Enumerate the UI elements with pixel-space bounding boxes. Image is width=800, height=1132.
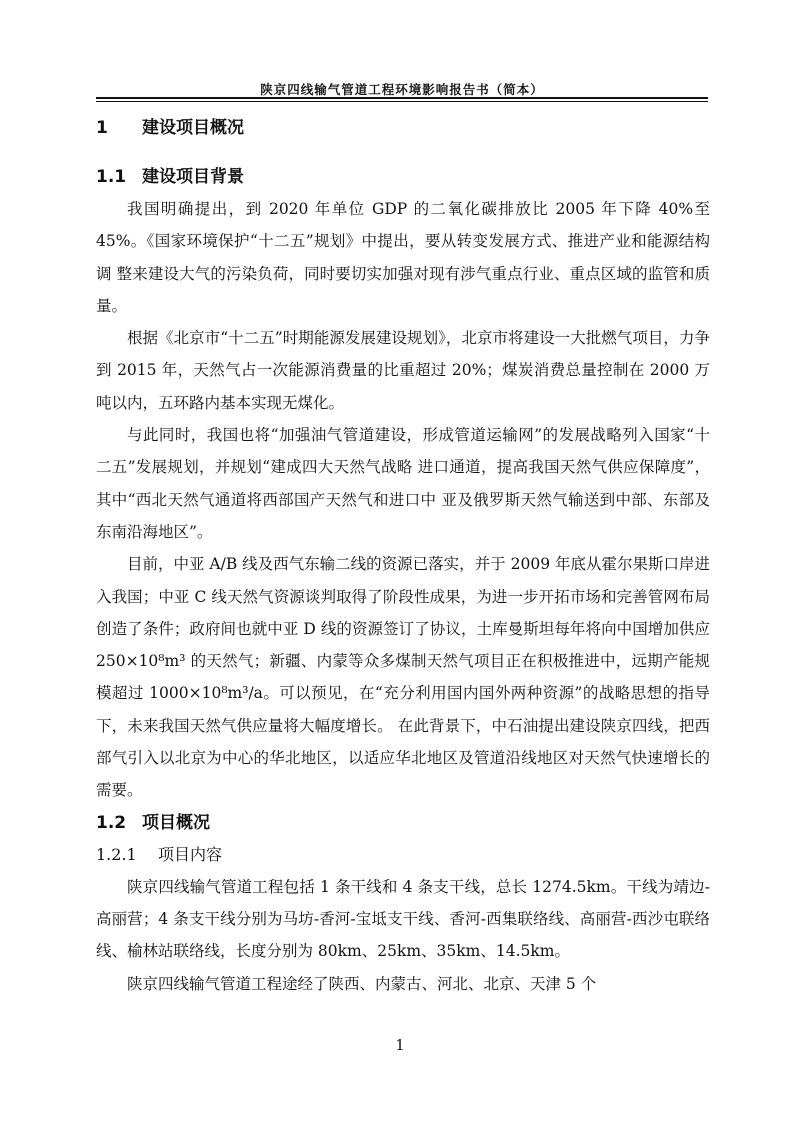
section-heading-1 xyxy=(96,114,710,142)
paragraph: 我国明确提出，到 2020 年单位 GDP 的二氧化碳排放比 2005 年下降 40%至 45%。《国家环境保护“十二五”规划》中提出，要从转变发展方式、推进产业和能源结构调 整来建设大气的污染负荷，同时要切实加强对现有涉气重点行业、重点区域的监管和质量。 xyxy=(96,200,710,315)
header-rule xyxy=(96,97,708,99)
page-number: 1 xyxy=(395,1036,405,1054)
section-number: 1.2.1 xyxy=(96,844,137,864)
paragraph: 陕京四线输气管道工程包括 1 条干线和 4 条支干线，总长 1274.5km。干线为靖边-高丽营；4 条支干线分别为马坊-香河-宝坻支干线、香河-西集联络线、高丽营-西沙屯联络线、榆林站联络线，长度分别为 80km、25km、35km、14.5km。 xyxy=(96,877,710,961)
header-rule-thin xyxy=(96,101,708,102)
paragraph: 陕京四线输气管道工程途经了陕西、内蒙古、河北、北京、天津 5 个 xyxy=(127,974,597,993)
section-title: 建设项目背景 xyxy=(142,167,244,187)
running-header: 陕京四线输气管道工程环境影响报告书（简本） xyxy=(260,82,544,97)
page-body xyxy=(96,114,710,1000)
section-heading-1-1 xyxy=(96,161,710,193)
section-heading-1-2-1 xyxy=(96,839,710,871)
paragraph: 根据《北京市“十二五”时期能源发展建设规划》，北京市将建设一大批燃气项目，力争到 2015 年，天然气占一次能源消费量的比重超过 20%；煤炭消费总量控制在 2000 万吨以内，五环路内基本实现无煤化。 xyxy=(96,329,710,412)
section-title: 项目概况 xyxy=(142,812,210,833)
section-number: 1.1 xyxy=(96,167,127,187)
paragraph: 与此同时，我国也将“加强油气管道建设，形成管道运输网”的发展战略列入国家“十 二五”发展规划，并规划“建成四大天然气战略 进口通道，提高我国天然气供应保障度”，其中“西北天然气通道将西部国产天然气和进口中 亚及俄罗斯天然气输送到中部、东部及东南沿海地区”。 xyxy=(96,426,710,541)
section-title: 建设项目概况 xyxy=(142,118,244,138)
paragraph: 目前，中亚 A/B 线及西气东输二线的资源已落实，并于 2009 年底从霍尔果斯口岸进入我国；中亚 C 线天然气资源谈判取得了阶段性成果，为进一步开拓市场和完善管网布局创造了条件；政府间也就中亚 D 线的资源签订了协议，土库曼斯坦每年将向中国增加供应 250×10⁸m³ 的天然气；新疆、内蒙等众多煤制天然气项目正在积极推进中，远期产能规模超过 1000×10⁸m³/a。可以预见，在“充分利用国内国外两种资源”的战略思想的指导下，未来我国天然气供应量将大幅度增长。 在此背景下，中石油提出建设陕京四线，把西部气引入以北京为中心的华北地区，以适应华北地区及管道沿线地区对天然气快速增长的需要。 xyxy=(96,555,710,800)
section-number: 1 xyxy=(96,118,108,138)
section-title: 项目内容 xyxy=(158,844,223,864)
section-heading-1-2 xyxy=(96,807,710,839)
section-number: 1.2 xyxy=(96,812,127,833)
